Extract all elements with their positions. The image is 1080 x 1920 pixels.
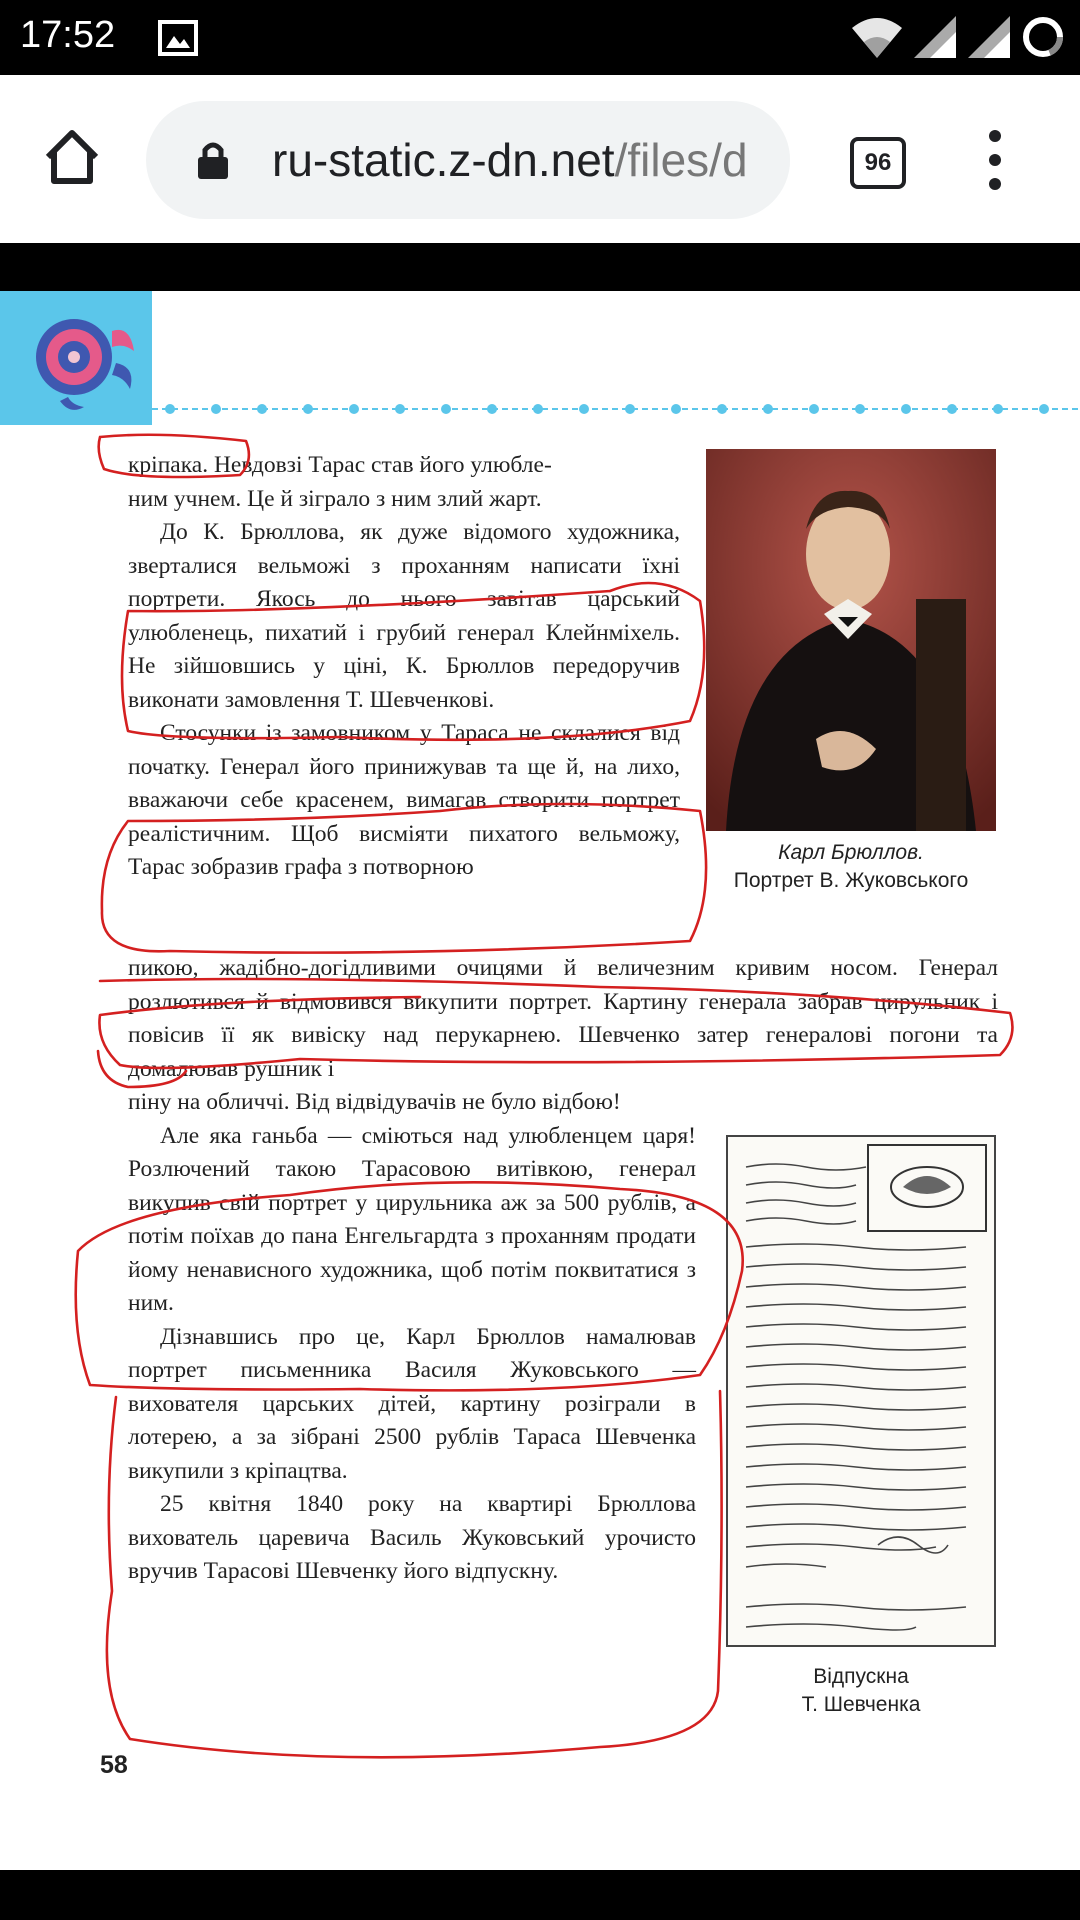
paragraph-3-continued: пикою, жадібно-догідливими очицями й величезним кривим носом. Генерал розлютився й відмовився викупити портрет. Картину генерала забрав цирульник і повісив її як вивіску над перукарнею. Шевченко затер генералові погони та домалював рушник і: [128, 955, 998, 1082]
viewer-band: [0, 243, 1080, 291]
paragraph-3-end: піну на обличчі. Від відвідувачів не було відбою!: [128, 1089, 621, 1115]
paragraph-2: До К. Брюллова, як дуже відомого художника, зверталися вельможі з проханням написати їхні портрети. Якось до нього завітав царський улюбленець, пихатий і грубий генерал Клейнміхель. Не зійшовшись у ціні, К. Брюллов передоручив виконати замовлення Т. Шевченкові.: [128, 519, 680, 713]
portrait-caption: Карл Брюллов. Портрет В. Жуковського: [733, 841, 969, 892]
article-text-top: кріпака. Невдовзі Тарас став його улюбле- ним учнем. Це й зіграло з ним злий жарт. До К. Брюллова, як дуже відомого художника, зверталися вельможі з проханням написати їхні портрети. Якось до нього завітав царський улюбленець, пихатий і грубий генерал Клейнміхель. Не зійшовшись у ціні, К. Брюллов передоручив виконати замовлення Т. Шевченкові. Стосунки із замовником у Тараса не склалися від початку. Генерал його принижував та ще й, на лихо, вважаючи себе красенем, вимагав створити портрет реалістичним. Щоб висміяти пихатого вельможу, Тарас зобразив графа з потворною: [128, 449, 680, 885]
home-icon: [40, 125, 104, 189]
image-icon: [158, 20, 198, 61]
certificate-caption: Відпускна Т. Шевченка: [801, 1665, 921, 1716]
article-text-bottom: [128, 1086, 696, 1589]
status-time: 17:52: [20, 14, 116, 56]
loading-icon: [1020, 14, 1066, 65]
paragraph-5: Дізнавшись про це, Карл Брюллов намалював портрет письменника Василя Жуковського — вихователя царських дітей, картину розіграли в лотерею, а за зібрані 2500 рублів Тараса Шевченка викупили з кріпацтва.: [128, 1323, 696, 1484]
wifi-icon: [850, 14, 904, 65]
lock-icon: [196, 139, 230, 186]
article-text-wide: [128, 952, 998, 1086]
menu-button[interactable]: [980, 130, 1010, 190]
book-page[interactable]: [0, 291, 1080, 1870]
paragraph-6: 25 квітня 1840 року на квартирі Брюллова вихователь царевича Василь Жуковський урочисто вручив Тарасові Шевченку його відпускну.: [128, 1491, 696, 1584]
signal-icon: [912, 14, 958, 65]
browser-toolbar: [0, 75, 1080, 243]
url-bar[interactable]: [146, 101, 790, 219]
paragraph-4: Але яка ганьба — сміються над улюбленцем царя! Розлючений такою Тарасовою витівкою, генерал викупив свій портрет у цирульника аж за 500 рублів, а потім поїхав до пана Енгельгардта з проханням продати йому ненависного художника, щоб потім поквитатися з ним.: [128, 1122, 696, 1316]
signal-icon: [966, 14, 1012, 65]
tab-switcher-button[interactable]: 96: [850, 137, 906, 189]
paragraph-3: Стосунки із замовником у Тараса не склалися від початку. Генерал його принижував та ще й, на лихо, вважаючи себе красенем, вимагав створити портрет реалістичним. Щоб висміяти пихатого вельможу, Тарас зобразив графа з потворною: [128, 720, 680, 880]
url-text: ru-static.z-dn.net/files/d: [272, 134, 748, 186]
status-icons: [850, 14, 1066, 65]
portrait-image: [706, 449, 996, 831]
ornament-border: [152, 403, 1080, 415]
ornament-flower: [0, 291, 152, 425]
certificate-image: [726, 1135, 996, 1647]
page-number: 58: [100, 1751, 128, 1779]
home-button[interactable]: [40, 125, 104, 189]
navigation-bar: [0, 1870, 1080, 1920]
status-bar: [0, 0, 1080, 75]
